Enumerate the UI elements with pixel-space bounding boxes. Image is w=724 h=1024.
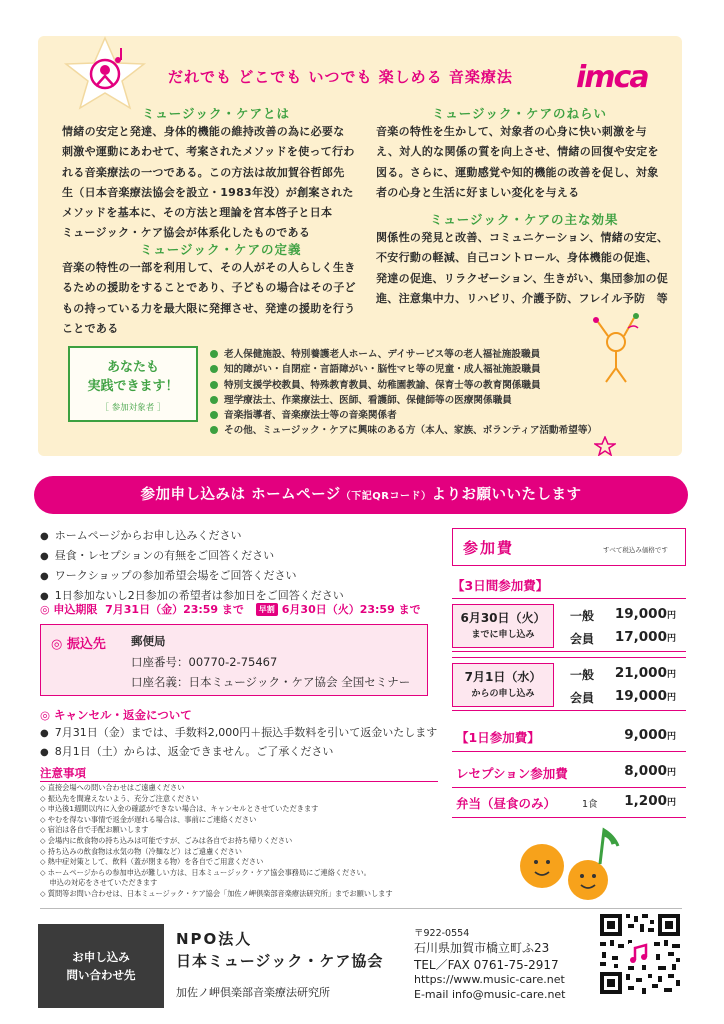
- cancel-list: [40, 724, 437, 762]
- bank-name: 郵便局: [131, 634, 166, 648]
- text-line: ミュージック・ケア協会が体系化したものである: [62, 226, 311, 240]
- text-line: 生（日本音楽療法協会を設立・1983年没）が創案された: [62, 185, 354, 199]
- effects-paragraph: [376, 228, 668, 309]
- tagline: だれでも どこでも いつでも 楽しめる 音楽療法: [168, 68, 513, 86]
- list-item: ◇ 質問等お問い合わせは、日本ミュージック・ケア協会「加佐ノ岬倶楽部音楽療法研究所」までお願いします: [40, 888, 393, 898]
- apply-banner: 参加申し込みは ホームページ（下記QRコード）よりお願いいたします: [34, 476, 688, 514]
- target-list: [210, 347, 597, 439]
- fee-row: [452, 657, 686, 711]
- date-box: 6月30日（火） までに申し込み: [452, 604, 554, 648]
- text-line: 図る。さらに、運動感覚や知的機能の改善を促し、対象: [376, 165, 659, 179]
- list-item: ● ワークショップの参加希望会場をご回答ください: [40, 566, 344, 586]
- small-star-icon: [594, 436, 616, 456]
- text-line: 刺激や運動にあわせて、考案されたメソッドを使って行わ: [62, 145, 355, 159]
- aim-heading: ミュージック・ケアのねらい: [432, 106, 608, 121]
- text-line: るための援助をすることであり、子どもの場合はその子ど: [62, 281, 356, 295]
- contact-line-2: 問い合わせ先: [66, 968, 136, 982]
- text-line: 音楽の特性の一部を利用して、その人がその人らしく生き: [62, 261, 356, 274]
- list-item: ● 7月31日（金）までは、手数料2,000円＋振込手数料を引いて返金いたします: [40, 724, 437, 743]
- list-item: ◇ 熱中症対策として、飲料（蓋が閉まる物）を各自でご用意ください: [40, 857, 264, 867]
- fee-title: 参加費: [463, 539, 515, 557]
- text-line: 者の心身と生活に好ましい変化を与える: [376, 185, 580, 199]
- target-audience-label: ［ 参加対象者 ］: [100, 403, 166, 413]
- text-line: れる音楽療法の一つである。この方法は故加賀谷哲郎先: [62, 165, 345, 179]
- bank-title: ◎ 振込先: [51, 637, 106, 652]
- text-line: え、対人的な関係の質を向上させ、情緒の回復や安定を: [376, 145, 659, 159]
- list-item: ◇ 会場内に飲食物の持ち込みは可能ですが、ごみは各自でお持ち帰りください: [40, 835, 293, 845]
- target-audience-box: [68, 346, 198, 422]
- one-day-fee: 【1日参加費】 9,000円: [452, 722, 686, 752]
- qr-code-icon[interactable]: [598, 912, 682, 996]
- text-line: 不安行動の軽減、自己コントロール、身体機能の促進、: [376, 251, 658, 265]
- lunch-fee: 弁当（昼食のみ） 1食 1,200円: [452, 788, 686, 818]
- fee-header: [452, 528, 686, 566]
- list-item: 知的障がい・自閉症・言語障がい・脳性マヒ等の児童・成人福祉施設職員: [210, 362, 597, 377]
- notes-title: 注意事項: [40, 766, 86, 780]
- list-item: ◇ やむを得ない事情で返金が遅れる場合は、事前にご連絡ください: [40, 814, 257, 824]
- text-line: もの持っている力を最大限に発揮させ、発達の援助を行う: [62, 301, 356, 315]
- text-line: 発達の促進、リラクゼーション、生きがい、集団参加の促: [376, 271, 669, 285]
- bank-account: 口座番号：00770-2-75467: [131, 655, 278, 669]
- divider: [40, 781, 438, 782]
- apply-instructions: [40, 526, 344, 606]
- imca-logo: imca: [576, 60, 648, 95]
- org-name: 日本ミュージック・ケア協会: [176, 952, 384, 970]
- list-item: ◇ 申込後1週間以内に入金の確認ができない場合は、キャンセルとさせていただきます: [40, 804, 319, 814]
- email-link[interactable]: E-mail info@music-care.net: [414, 988, 566, 1001]
- member-price: 17,000円: [614, 629, 676, 645]
- what-heading: ミュージック・ケアとは: [142, 106, 291, 121]
- divider: [40, 908, 682, 909]
- definition-paragraph: [62, 258, 356, 339]
- list-item: その他、ミュージック・ケアに興味のある方（本人、家族、ボランティア活動希望等）: [210, 423, 597, 438]
- notes-list: [40, 783, 393, 900]
- contact-label-box: [38, 924, 164, 1008]
- fee-note: すべて税込み価格です: [603, 546, 668, 554]
- list-item: ● 昼食・レセプションの有無をご回答ください: [40, 546, 344, 566]
- zip-code: 〒922-0554: [414, 928, 470, 939]
- what-paragraph: [62, 122, 355, 244]
- list-item: ◇ 振込先を間違えないよう、充分ご注意ください: [40, 793, 199, 803]
- fee-row: [452, 598, 686, 652]
- general-label: 一般: [570, 609, 595, 623]
- text-line: ことである: [62, 321, 119, 335]
- list-item: 老人保健施設、特別養護老人ホーム、デイサービス等の老人福祉施設職員: [210, 347, 597, 362]
- cancel-title: ◎ キャンセル・返金について: [40, 708, 192, 722]
- contact-line-1: お申し込み: [72, 950, 130, 964]
- bank-info: [40, 624, 428, 696]
- list-item: ● 8月1日（土）からは、返金できません。ご了承ください: [40, 743, 437, 762]
- list-item: 音楽指導者、音楽療法士等の音楽関係者: [210, 408, 597, 423]
- star-logo-icon: [62, 36, 148, 112]
- three-day-label: 【3日間参加費】: [452, 578, 549, 593]
- website-link[interactable]: https://www.music-care.net: [414, 973, 565, 986]
- list-item: ● ホームページからお申し込みください: [40, 526, 344, 546]
- general-price: 19,000円: [614, 606, 676, 622]
- list-item: ◇ 直接会場への問い合わせはご遠慮ください: [40, 783, 185, 792]
- list-item: ◇ 宿泊は各自で手配お願いします: [40, 825, 149, 835]
- member-label: 会員: [570, 632, 595, 646]
- address: 石川県加賀市橋立町ふ23: [414, 941, 550, 955]
- tel-fax: TEL／FAX 0761-75-2917: [414, 958, 559, 972]
- you-line-2: 実践できます！: [87, 379, 179, 394]
- text-line: 情緒の安定と発達、身体的機能の維持改善の為に必要な: [62, 125, 345, 138]
- list-item: ◇ 持ち込みの飲食物は水気の物（冷麺など）はご遠慮ください: [40, 846, 242, 856]
- you-line-1: あなたも: [106, 360, 159, 375]
- member-label: 会員: [570, 691, 595, 705]
- institute-name: 加佐ノ岬倶楽部音楽療法研究所: [176, 986, 330, 999]
- definition-heading: ミュージック・ケアの定義: [140, 242, 302, 257]
- date-box: 7月1日（水） からの申し込み: [452, 663, 554, 707]
- text-line: 音楽の特性を生かして、対象者の心身に快い刺激を与: [376, 125, 647, 138]
- text-line: メソッドを基本に、その方法と理論を宮本啓子と日本: [62, 206, 333, 220]
- effects-heading: ミュージック・ケアの主な効果: [430, 212, 619, 227]
- reception-fee: レセプション参加費 8,000円: [452, 758, 686, 788]
- list-item: 申込の対応をさせていただきます: [40, 878, 158, 888]
- org-type: NPO法人: [176, 930, 253, 948]
- list-item: 理学療法士、作業療法士、医師、看護師、保健師等の医療関係職員: [210, 393, 597, 408]
- general-price: 21,000円: [614, 665, 676, 681]
- aim-paragraph: [376, 122, 659, 203]
- orange-note-characters-icon: [512, 826, 622, 906]
- list-item: ● 1日参加ないし2日参加の希望者は参加日をご回答ください: [40, 586, 344, 606]
- general-label: 一般: [570, 668, 595, 682]
- bank-holder: 口座名義：日本ミュージック・ケア協会 全国セミナー: [131, 675, 411, 689]
- list-item: 特別支援学校教員、特殊教育教員、幼稚園教諭、保育士等の教育関係職員: [210, 378, 597, 393]
- text-line: 関係性の発見と改善、コミュニケーション、情緒の安定、: [376, 231, 669, 244]
- list-item: ◇ ホームページからの参加申込が難しい方は、日本ミュージック・ケア協会事務局にご連絡ください。: [40, 867, 371, 877]
- member-price: 19,000円: [614, 688, 676, 704]
- text-line: 進、注意集中力、リハビリ、介護予防、フレイル予防 等: [376, 291, 668, 305]
- early-badge: 早割: [256, 603, 278, 616]
- deadline: ◎ 申込期限 7月31日（金）23:59 まで 早割 6月30日（火）23:59 まで: [40, 603, 421, 616]
